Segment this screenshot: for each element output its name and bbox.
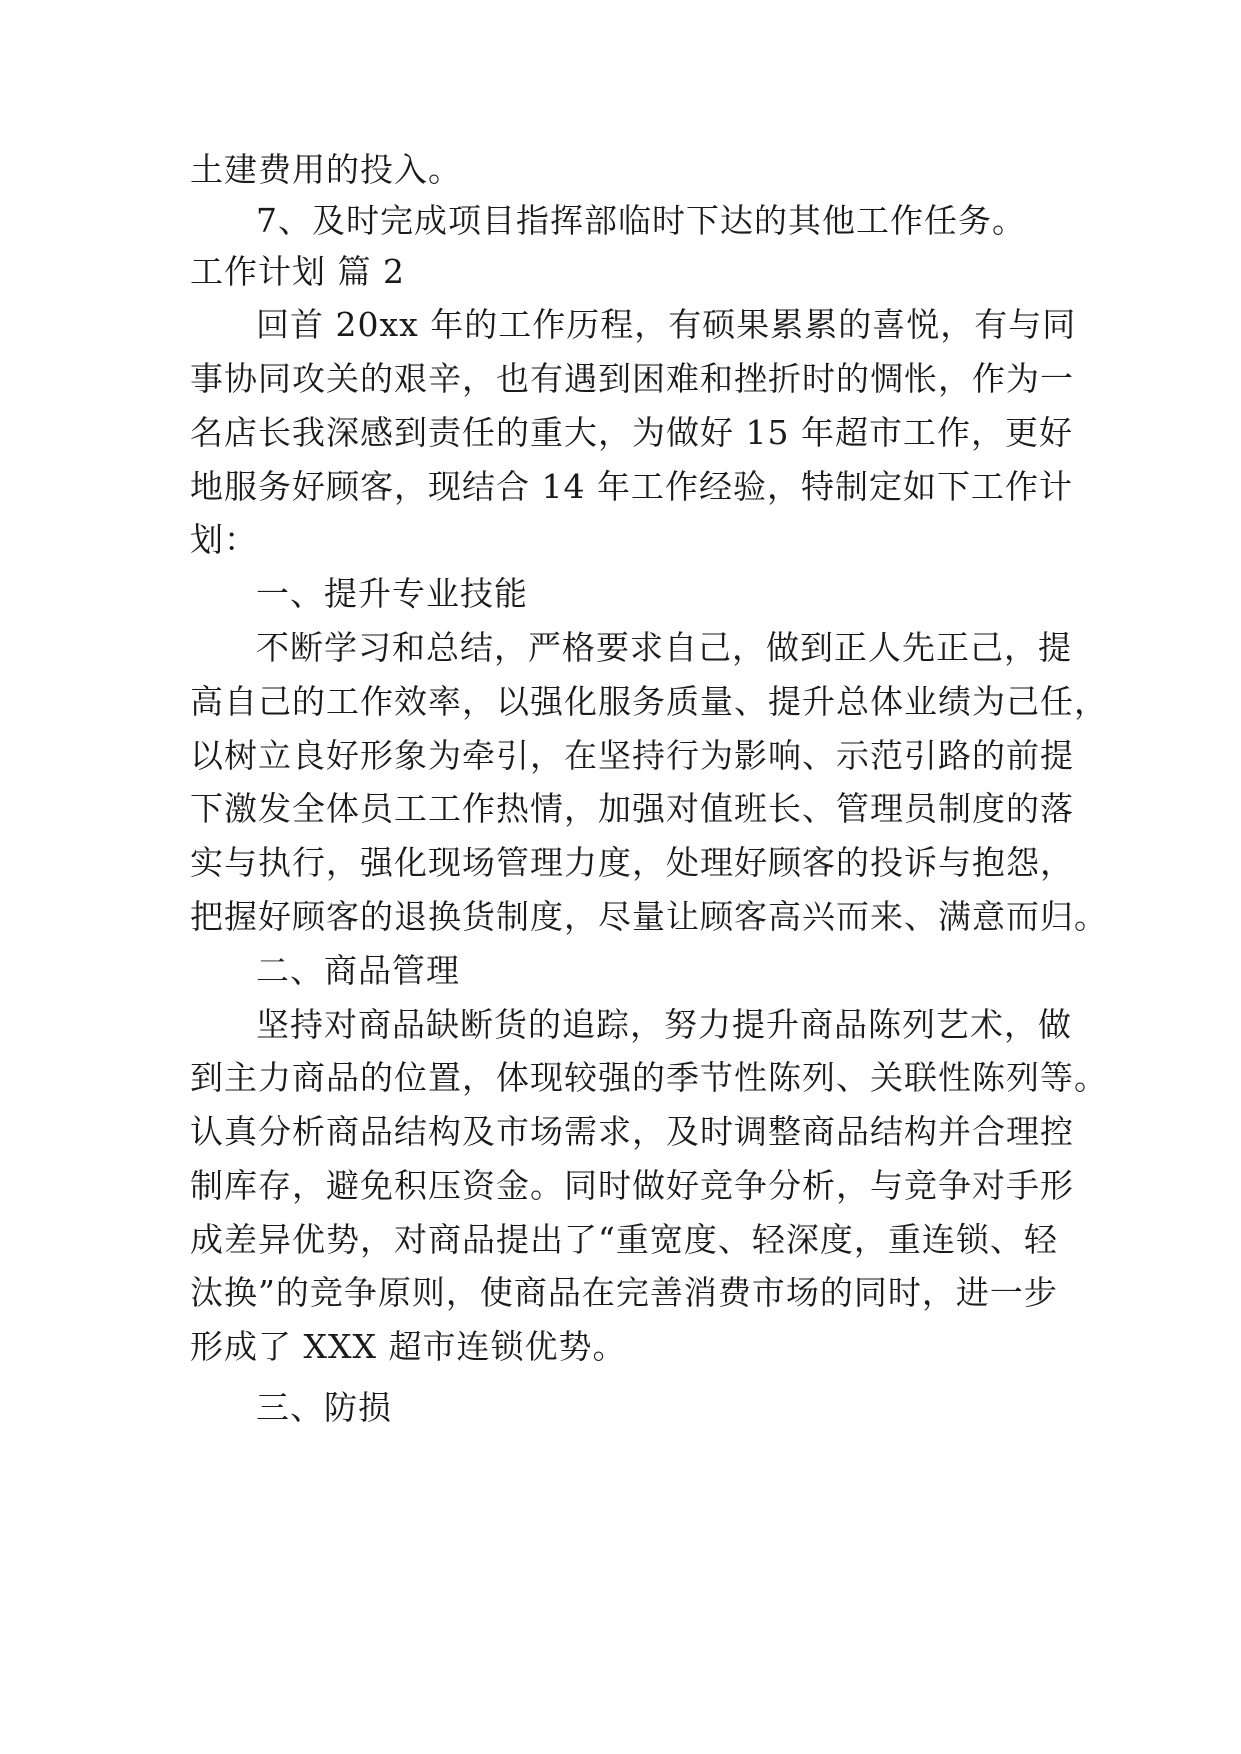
paragraph-line: 事协同攻关的艰辛，也有遇到困难和挫折时的惆怅，作为一 — [190, 359, 1074, 398]
paragraph-line: 形成了 XXX 超市连锁优势。 — [190, 1327, 627, 1366]
subheading-3: 三、防损 — [256, 1388, 392, 1427]
paragraph-line: 地服务好顾客，现结合 14 年工作经验，特制定如下工作计 — [190, 467, 1073, 506]
section-heading: 工作计划 篇 2 — [190, 252, 405, 291]
paragraph-line: 成差异优势，对商品提出了“重宽度、轻深度，重连锁、轻 — [190, 1220, 1058, 1259]
paragraph-line: 下激发全体员工工作热情，加强对值班长、管理员制度的落 — [190, 789, 1074, 828]
paragraph-line: 坚持对商品缺断货的追踪，努力提升商品陈列艺术，做 — [256, 1005, 1072, 1044]
paragraph-line: 土建费用的投入。 — [190, 150, 462, 189]
paragraph-line: 高自己的工作效率，以强化服务质量、提升总体业绩为己任， — [190, 682, 1108, 721]
paragraph-line: 制库存，避免积压资金。同时做好竞争分析，与竞争对手形 — [190, 1166, 1074, 1205]
subheading-1: 一、提升专业技能 — [256, 574, 528, 613]
paragraph-line: 以树立良好形象为牵引，在坚持行为影响、示范引路的前提 — [190, 736, 1074, 775]
paragraph-line: 认真分析商品结构及市场需求，及时调整商品结构并合理控 — [190, 1112, 1074, 1151]
paragraph-line: 划： — [190, 520, 258, 559]
paragraph-line: 回首 20xx 年的工作历程，有硕果累累的喜悦，有与同 — [256, 305, 1077, 344]
paragraph-line: 汰换”的竞争原则，使商品在完善消费市场的同时，进一步 — [190, 1273, 1058, 1312]
paragraph-line: 不断学习和总结，严格要求自己，做到正人先正己，提 — [256, 628, 1072, 667]
paragraph-line: 实与执行，强化现场管理力度，处理好顾客的投诉与抱怨， — [190, 843, 1074, 882]
paragraph-line: 到主力商品的位置，体现较强的季节性陈列、关联性陈列等。 — [190, 1058, 1108, 1097]
paragraph-line: 名店长我深感到责任的重大，为做好 15 年超市工作，更好 — [190, 413, 1073, 452]
paragraph-line: 把握好顾客的退换货制度，尽量让顾客高兴而来、满意而归。 — [190, 897, 1108, 936]
subheading-2: 二、商品管理 — [256, 951, 460, 990]
list-item-7: 7、及时完成项目指挥部临时下达的其他工作任务。 — [256, 201, 1026, 240]
